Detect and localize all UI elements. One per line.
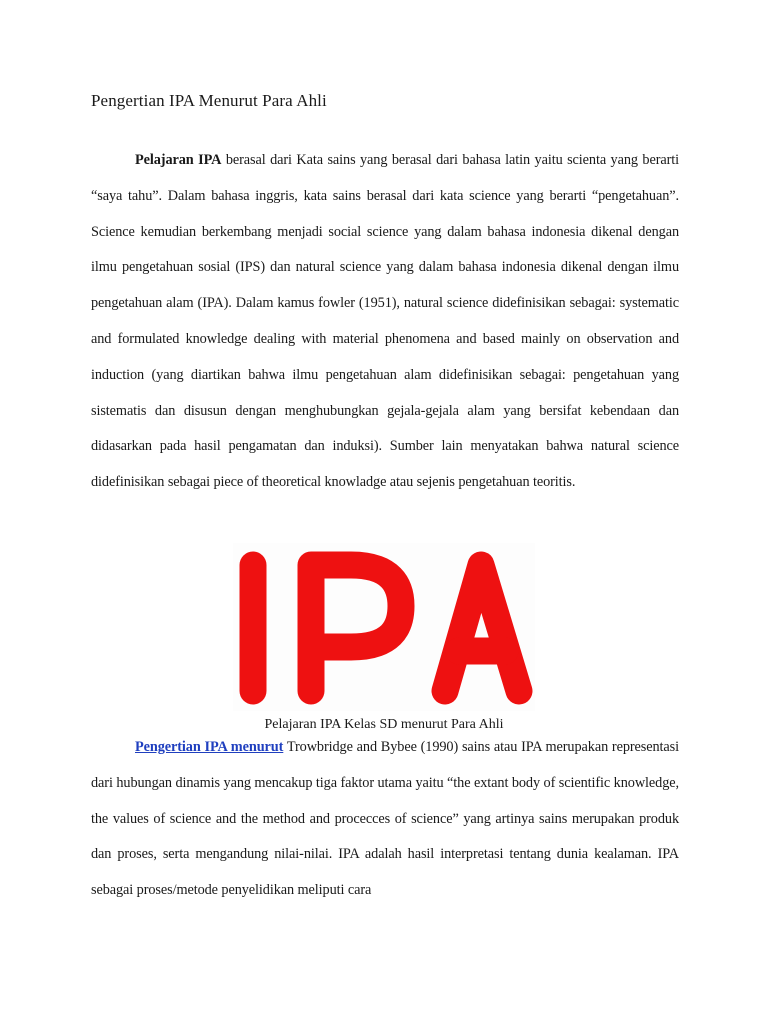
paragraph-text: berasal dari Kata sains yang berasal dari bahasa latin yaitu scienta yang berarti “saya tahu”. Dalam bahasa inggris, kata sains berasal dari kata science yang berarti “pengetahuan”. Science kemudian berkembang menjadi social science yang dalam bahasa indonesia dikenal dengan ilmu pengetahuan sosial (IPS) dan natural science yang dalam bahasa indonesia dikenal dengan ilmu pengetahuan alam (IPA). Dalam kamus fowler (1951), natural science didefinisikan sebagai: systematic and formulated knowledge dealing with material phenomena and based mainly on observation and induction (yang diartikan bahwa ilmu pengetahuan alam didefinisikan sebagai: pengetahuan yang sistematis dan disusun dengan menghubungkan gejala-gejala alam yang bersifat kebendaan dan didasarkan pada hasil pengamatan dan induksi). Sumber lain menyatakan bahwa natural science didefinisikan sebagai piece of theoretical knowladge atau sejenis pengetahuan teoritis.: [91, 152, 680, 491]
ipa-logo-image: [233, 543, 535, 711]
figure-caption: Pelajaran IPA Kelas SD menurut Para Ahli: [264, 717, 504, 732]
paragraph-definition: [91, 730, 679, 909]
paragraph-intro: [91, 143, 679, 501]
ipa-logo: [233, 543, 535, 711]
bold-term: Pelajaran IPA: [135, 152, 222, 168]
page-title: Pengertian IPA Menurut Para Ahli: [91, 91, 327, 110]
paragraph-text: Trowbridge and Bybee (1990) sains atau IPA merupakan representasi dari hubungan dinamis yang mencakup tiga faktor utama yaitu “the extant body of scientific knowledge, the values of science and the method and procecces of science” yang artinya sains merupakan produk dan proses, serta mengandung nilai-nilai. IPA adalah hasil interpretasi tentang dunia kealaman. IPA sebagai proses/metode penyelidikan meliputi cara: [91, 739, 679, 899]
pengertian-ipa-link[interactable]: Pengertian IPA menurut: [135, 739, 284, 755]
